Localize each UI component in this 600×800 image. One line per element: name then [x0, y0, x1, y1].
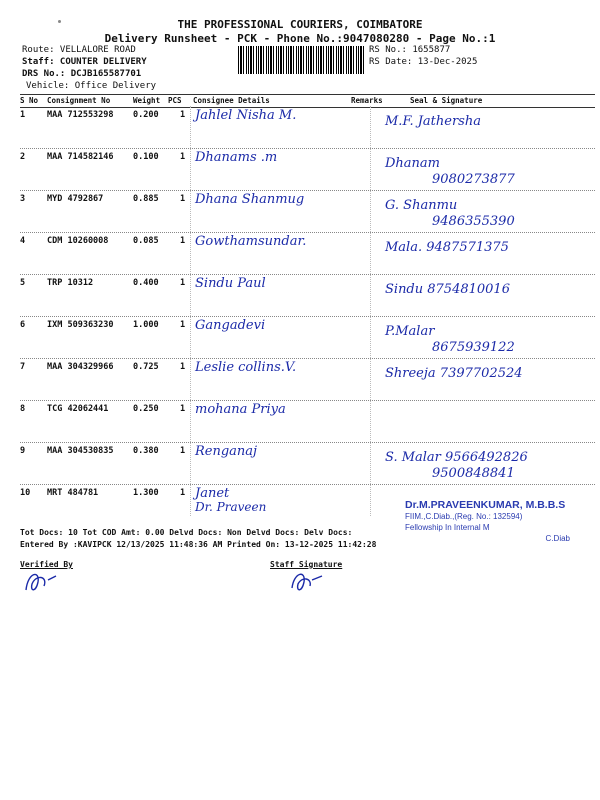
row-weight: 0.250	[133, 404, 159, 414]
row-sno: 3	[20, 194, 26, 204]
row-signature-phone: 9486355390	[432, 214, 515, 229]
row-divider	[20, 442, 595, 443]
row-signature-phone: 9080273877	[432, 172, 515, 187]
row-signature-phone: 9500848841	[432, 466, 515, 481]
row-consignment: MAA 712553298	[47, 110, 114, 120]
row-sno: 5	[20, 278, 26, 288]
stamp-line: C.Diab	[545, 534, 570, 543]
row-consignment: MAA 304329966	[47, 362, 114, 372]
row-pcs: 1	[180, 404, 186, 414]
verifier-signature-icon	[22, 566, 62, 596]
row-signature: Sindu 8754810016	[385, 282, 510, 297]
row-pcs: 1	[180, 110, 186, 120]
row-sno: 6	[20, 320, 26, 330]
row-sno: 10	[20, 488, 31, 498]
row-consignment: CDM 10260008	[47, 236, 109, 246]
rs-date: RS Date: 13-Dec-2025	[369, 57, 478, 67]
table-row	[20, 402, 595, 442]
table-row	[20, 318, 595, 358]
table-row	[20, 108, 595, 148]
row-consignee-handwritten: Jahlel Nisha M.	[195, 108, 297, 123]
row-consignment: MAA 304530835	[47, 446, 114, 456]
staff-signature-icon	[288, 566, 328, 596]
verified-by-label: Verified By	[20, 560, 73, 569]
table-row	[20, 150, 595, 190]
row-divider	[20, 190, 595, 191]
row-divider	[20, 232, 595, 233]
row-sno: 9	[20, 446, 26, 456]
row-signature: S. Malar 9566492826	[385, 450, 528, 465]
row-consignment: TRP 10312	[47, 278, 94, 288]
entered-by-line: Entered By :KAVIPCK 12/13/2025 11:48:36 AM Printed On: 13-12-2025 11:42:28	[20, 540, 377, 549]
row-consignee-handwritten: Gangadevi	[195, 318, 266, 333]
col-consignee: Consignee Details	[193, 96, 270, 105]
row-consignee-handwritten: mohana Priya	[195, 402, 286, 417]
row-divider	[20, 484, 595, 485]
table-row	[20, 360, 595, 400]
doctor-stamp	[405, 500, 590, 552]
route-label: Route: VELLALORE ROAD	[22, 45, 136, 55]
runsheet-subtitle: Delivery Runsheet - PCK - Phone No.:9047080280 - Page No.:1	[104, 32, 496, 45]
row-divider	[20, 274, 595, 275]
row-divider	[20, 148, 595, 149]
vehicle-label: Vehicle: Office Delivery	[26, 81, 157, 91]
table-row	[20, 234, 595, 274]
row-consignee-handwritten: Sindu Paul	[195, 276, 266, 291]
row-consignee-handwritten: Leslie collins.V.	[195, 360, 297, 375]
stamp-line: Fellowship In Internal M	[405, 523, 490, 532]
row-signature: Mala. 9487571375	[385, 240, 509, 255]
row-consignment: MAA 714582146	[47, 152, 114, 162]
table-row	[20, 192, 595, 232]
row-pcs: 1	[180, 278, 186, 288]
row-weight: 0.085	[133, 236, 159, 246]
row-consignment: MRT 484781	[47, 488, 99, 498]
table-header	[20, 94, 595, 108]
row-consignee-handwritten: Gowthamsundar.	[195, 234, 307, 249]
drs-number: DRS No.: DCJB165587701	[22, 69, 142, 79]
stamp-name: Dr.M.PRAVEENKUMAR, M.B.B.S	[405, 499, 566, 511]
row-consignment: IXM 509363230	[47, 320, 114, 330]
rs-number: RS No.: 1655877	[369, 45, 451, 55]
row-signature: Dhanam	[385, 156, 440, 171]
row-pcs: 1	[180, 152, 186, 162]
row-divider	[20, 400, 595, 401]
row-pcs: 1	[180, 488, 186, 498]
col-remarks: Remarks	[351, 96, 383, 105]
row-sno: 4	[20, 236, 26, 246]
row-signature: Shreeja 7397702524	[385, 366, 523, 381]
row-weight: 0.400	[133, 278, 159, 288]
col-consignment: Consignment No	[47, 96, 111, 105]
row-pcs: 1	[180, 236, 186, 246]
row-weight: 0.380	[133, 446, 159, 456]
staff-signature-label: Staff Signature	[270, 560, 343, 569]
row-consignee-handwritten: Janet	[195, 486, 230, 501]
row-pcs: 1	[180, 194, 186, 204]
row-pcs: 1	[180, 446, 186, 456]
totals-line: Tot Docs: 10 Tot COD Amt: 0.00 Delvd Docs: Non Delvd Docs: Delv Docs:	[20, 528, 353, 537]
staff-label: Staff: COUNTER DELIVERY	[22, 57, 147, 67]
row-divider	[20, 316, 595, 317]
row10-extra-note: Dr. Praveen	[195, 500, 267, 514]
row-signature: P.Malar	[385, 324, 435, 339]
row-weight: 0.200	[133, 110, 159, 120]
row-pcs: 1	[180, 362, 186, 372]
row-weight: 0.100	[133, 152, 159, 162]
row-signature: G. Shanmu	[385, 198, 458, 213]
barcode	[238, 46, 366, 74]
col-pcs: PCS	[168, 96, 182, 105]
col-seal-signature: Seal & Signature	[410, 96, 483, 105]
col-sno: S No	[20, 96, 39, 105]
company-title: THE PROFESSIONAL COURIERS, COIMBATORE	[177, 18, 423, 31]
row-sno: 7	[20, 362, 26, 372]
table-row	[20, 444, 595, 484]
row-weight: 1.000	[133, 320, 159, 330]
row-pcs: 1	[180, 320, 186, 330]
row-consignee-handwritten: Dhanams .m	[195, 150, 278, 165]
row-consignee-handwritten: Renganaj	[195, 444, 258, 459]
row-weight: 1.300	[133, 488, 159, 498]
table-row	[20, 276, 595, 316]
col-weight: Weight	[133, 96, 161, 105]
row-consignment: MYD 4792867	[47, 194, 104, 204]
row-sno: 2	[20, 152, 26, 162]
row-signature: M.F. Jathersha	[385, 114, 481, 129]
row-consignee-handwritten: Dhana Shanmug	[195, 192, 305, 207]
row-sno: 8	[20, 404, 26, 414]
row-divider	[20, 358, 595, 359]
row-consignment: TCG 42062441	[47, 404, 109, 414]
stamp-line: FIIM.,C.Diab.,(Reg. No.: 132594)	[405, 512, 523, 521]
row-weight: 0.725	[133, 362, 159, 372]
row-sno: 1	[20, 110, 26, 120]
row-weight: 0.885	[133, 194, 159, 204]
row-signature-phone: 8675939122	[432, 340, 515, 355]
